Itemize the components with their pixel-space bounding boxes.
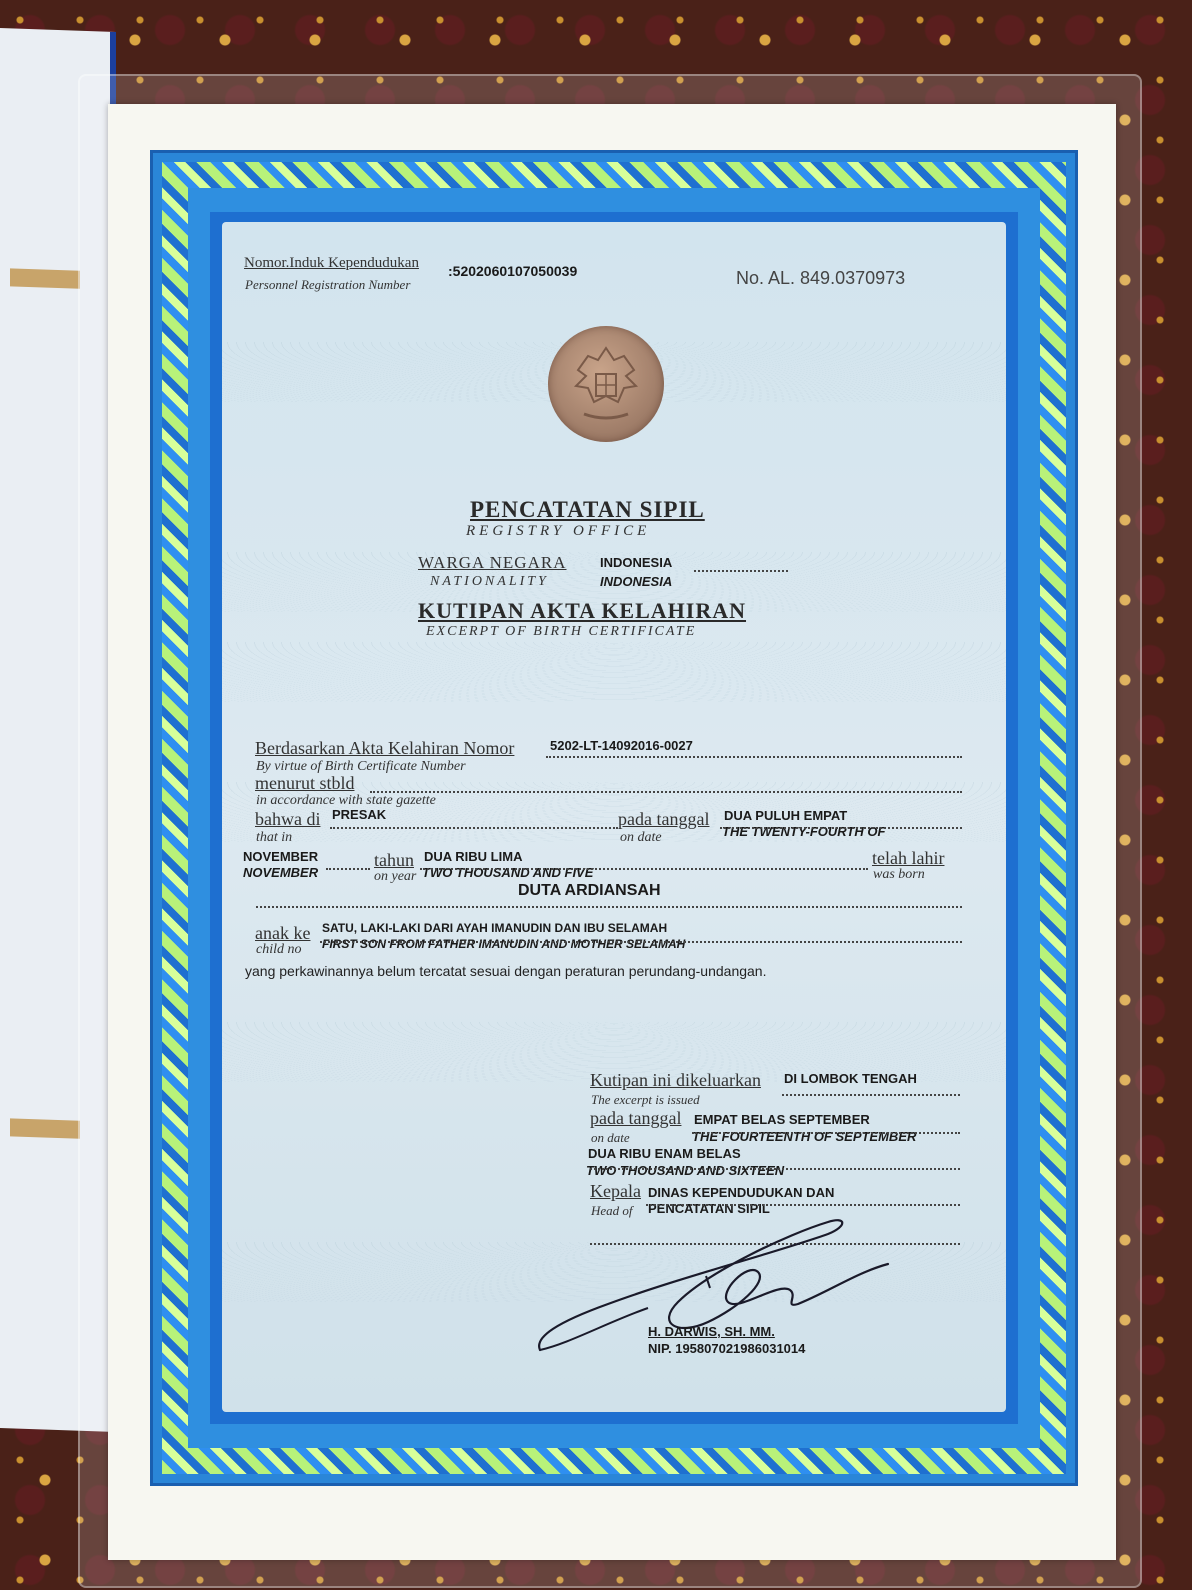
issue-date-value-en: THE FOURTEENTH OF SEPTEMBER	[692, 1129, 917, 1144]
born-label: telah lahir	[872, 848, 945, 868]
nik-label-en: Personnel Registration Number	[245, 277, 411, 292]
nationality-label-en: NATIONALITY	[430, 574, 549, 589]
nik-value: :5202060107050039	[448, 263, 578, 279]
child-label-en: child no	[256, 942, 302, 957]
stbld-label-en: in accordance with state gazette	[256, 793, 436, 808]
folder-stripe	[10, 1118, 80, 1138]
official-name: H. DARWIS, SH. MM.	[648, 1324, 775, 1339]
birth-month-value-en: NOVEMBER	[243, 865, 319, 880]
birth-date-value: DUA PULUH EMPAT	[724, 808, 848, 823]
cert-no-label-en: By virtue of Birth Certificate Number	[256, 759, 466, 774]
child-value-en: FIRST SON FROM FATHER IMANUDIN AND MOTHER SELAMAH	[322, 937, 686, 951]
head-value: DINAS KEPENDUDUKAN DAN	[648, 1185, 835, 1200]
nationality-value: INDONESIA	[600, 555, 673, 570]
child-value: SATU, LAKI-LAKI DARI AYAH IMANUDIN DAN IBU SELAMAH	[322, 921, 668, 935]
excerpt-title-en: EXCERPT OF BIRTH CERTIFICATE	[426, 624, 697, 639]
issued-label: Kutipan ini dikeluarkan	[590, 1070, 761, 1090]
marriage-note: yang perkawinannya belum tercatat sesuai dengan peraturan perundang-undangan.	[245, 963, 767, 979]
nationality-label: WARGA NEGARA	[418, 553, 567, 572]
excerpt-title: KUTIPAN AKTA KELAHIRAN	[418, 598, 747, 623]
garuda-emblem-seal	[548, 326, 664, 442]
year-label-en: on year	[374, 869, 417, 884]
official-nip: NIP. 195807021986031014	[648, 1341, 806, 1356]
head-label-en: Head of	[591, 1203, 633, 1218]
issue-year-value: DUA RIBU ENAM BELAS	[588, 1146, 741, 1161]
issued-label-en: The excerpt is issued	[591, 1092, 700, 1107]
stbld-label: menurut stbld	[255, 773, 355, 793]
issue-year-value-en: TWO THOUSAND AND SIXTEEN	[586, 1163, 785, 1178]
birth-year-value: DUA RIBU LIMA	[424, 849, 523, 864]
child-label: anak ke	[255, 923, 311, 943]
birth-month-value: NOVEMBER	[243, 849, 319, 864]
birth-date-value-en: THE TWENTY-FOURTH OF	[722, 824, 886, 839]
head-label: Kepala	[590, 1181, 641, 1201]
place-label-en: that in	[256, 830, 293, 845]
born-label-en: was born	[873, 867, 925, 882]
issue-date-label-en: on date	[591, 1130, 630, 1145]
nik-label: Nomor.Induk Kependudukan	[244, 255, 419, 271]
child-name: DUTA ARDIANSAH	[518, 882, 661, 899]
birth-date-label: pada tanggal	[618, 809, 710, 829]
cert-no-value: 5202-LT-14092016-0027	[550, 738, 693, 753]
issue-date-value: EMPAT BELAS SEPTEMBER	[694, 1112, 870, 1127]
year-label: tahun	[374, 850, 414, 870]
cert-no-label: Berdasarkan Akta Kelahiran Nomor	[255, 738, 515, 758]
issue-date-label: pada tanggal	[590, 1108, 682, 1128]
place-value: PRESAK	[332, 807, 387, 822]
issued-place: DI LOMBOK TENGAH	[784, 1071, 917, 1086]
birth-date-label-en: on date	[620, 830, 662, 845]
registry-title: PENCATATAN SIPIL	[470, 497, 705, 522]
place-label: bahwa di	[255, 809, 321, 829]
birth-year-value-en: TWO THOUSAND AND FIVE	[422, 865, 594, 880]
registry-title-en: REGISTRY OFFICE	[466, 523, 651, 539]
folder-stripe	[10, 268, 80, 288]
nationality-value-en: INDONESIA	[600, 574, 673, 589]
handwritten-signature	[528, 1212, 898, 1362]
head-value-2: PENCATATAN SIPIL	[648, 1201, 770, 1216]
serial-number: No. AL. 849.0370973	[736, 268, 906, 288]
